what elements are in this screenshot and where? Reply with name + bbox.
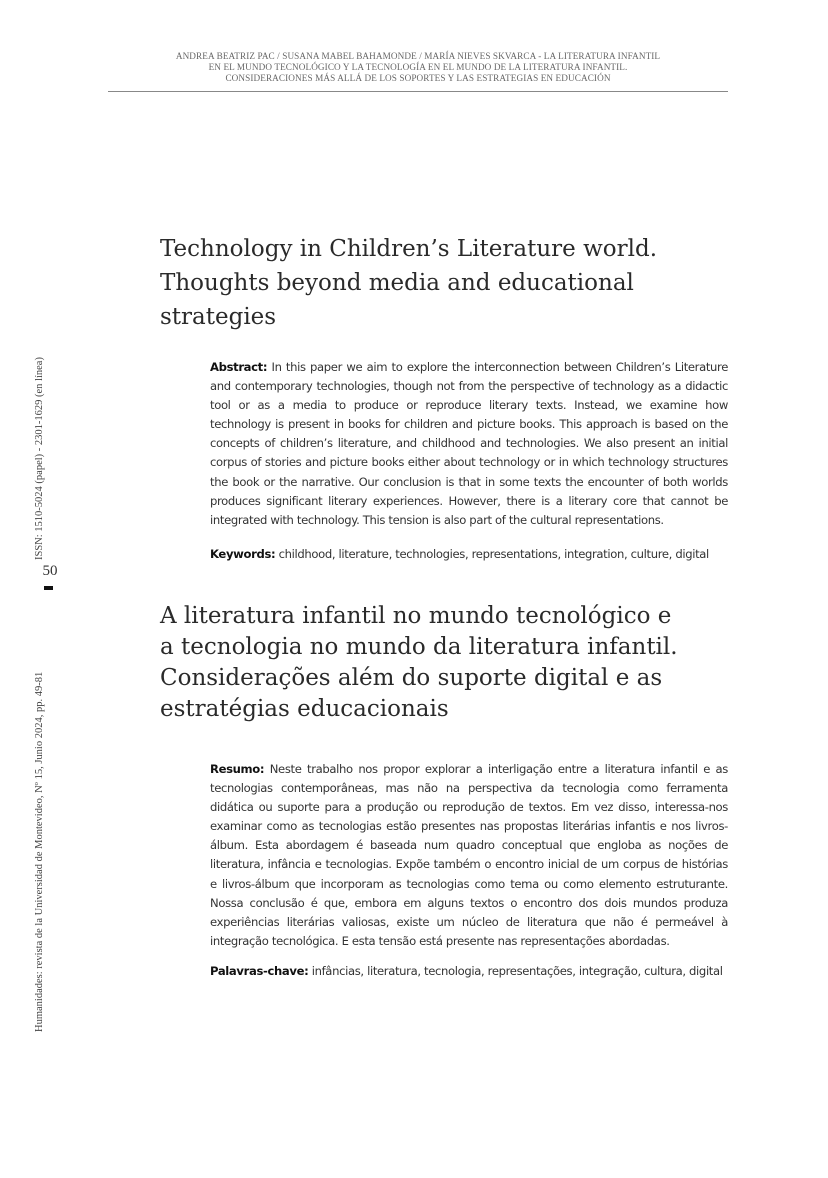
title-line: Considerações além do suporte digital e as (160, 665, 663, 691)
running-head (108, 51, 728, 84)
portuguese-abstract (210, 760, 728, 951)
journal-citation-side-label: Humanidades: revista de la Universidad de Montevideo, Nº 15, Junio 2024, pp. 49-81 (34, 671, 45, 1032)
resumo-text: Neste trabalho nos propor explorar a interligação entre a literatura infantil e as tecnologias contemporâneas, mas não na perspectiva da tecnologia como ferramenta didática ou suporte para a produção ou reprodução de textos. Em vez disso, interessa-nos examinar como as tecnologias estão presentes nas propostas literárias infantis e nos livros-álbum. Esta abordagem é baseada num quadro conceptual que engloba as noções de literatura, infância e tecnologias. Expõe também o encontro inicial de um corpus de histórias e livros-álbum que incorporam as tecnologias como tema ou como elemento estruturante. Nossa conclusão é que, embora em alguns textos o encontro dos dois mundos produza experiências literárias valiosas, existe um núcleo de literatura que não é permeável à integração tecnológica. E esta tensão está presente nas representações abordadas. (210, 762, 728, 948)
english-title (160, 232, 680, 334)
page-marker (44, 586, 53, 590)
title-line: a tecnologia no mundo da literatura infantil. (160, 634, 678, 660)
title-line: Technology in Children’s Literature world. (160, 236, 658, 262)
page-number: 50 (42, 563, 58, 579)
title-line: A literatura infantil no mundo tecnológico e (160, 603, 672, 629)
palavras-chave-label: Palavras-chave: (210, 964, 309, 978)
running-head-line: CONSIDERACIONES MÁS ALLÁ DE LOS SOPORTES Y LAS ESTRATEGIAS EN EDUCACIÓN (225, 73, 611, 83)
english-abstract (210, 358, 728, 530)
title-line: estratégias educacionais (160, 696, 449, 722)
abstract-label: Abstract: (210, 360, 268, 374)
issn-side-label: ISSN: 1510-5024 (papel) - 2301-1629 (en línea) (34, 357, 45, 560)
portuguese-keywords (210, 962, 740, 981)
keywords-label: Keywords: (210, 547, 276, 561)
title-line: Thoughts beyond media and educational (160, 270, 634, 296)
abstract-text: In this paper we aim to explore the interconnection between Children’s Literature and contemporary technologies, though not from the perspective of technology as a didactic tool or as a media to produce or reproduce literary texts. Instead, we examine how technology is present in books for children and picture books. This approach is based on the concepts of children’s literature, and childhood and technologies. We also present an initial corpus of stories and picture books either about technology or in which technology structures the book or the narrative. Our conclusion is that in some texts the encounter of both worlds produces significant literary experiences. However, there is a literary core that cannot be integrated with technology. This tension is also part of the cultural representations. (210, 360, 728, 527)
portuguese-title (160, 601, 720, 725)
resumo-label: Resumo: (210, 762, 265, 776)
running-head-line: EN EL MUNDO TECNOLÓGICO Y LA TECNOLOGÍA EN EL MUNDO DE LA LITERATURA INFANTIL. (208, 62, 628, 72)
palavras-chave-text: infâncias, literatura, tecnologia, representações, integração, cultura, digital (308, 964, 723, 978)
english-keywords (210, 545, 740, 564)
running-head-line: ANDREA BEATRIZ PAC / SUSANA MABEL BAHAMONDE / MARÍA NIEVES SKVARCA - LA LITERATURA INFANTIL (175, 51, 661, 61)
keywords-text: childhood, literature, technologies, representations, integration, culture, digital (275, 547, 709, 561)
title-line: strategies (160, 304, 277, 330)
header-rule (108, 91, 728, 92)
